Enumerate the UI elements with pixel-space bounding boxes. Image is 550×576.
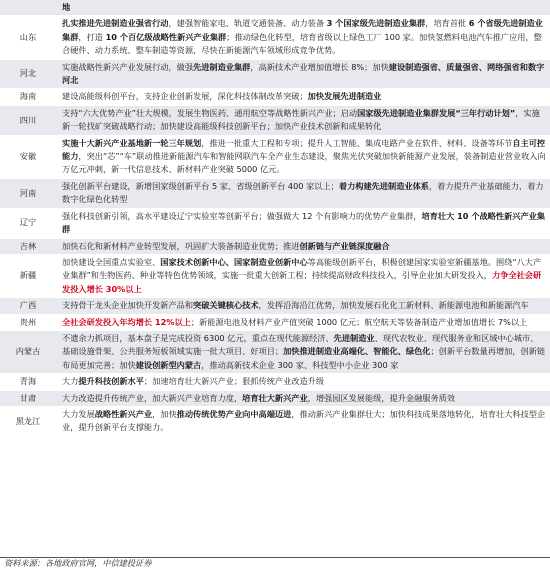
source-note: 资料来源：各地政府官网，中信建投证券 (4, 558, 152, 568)
policy-cell (56, 59, 550, 89)
table-row (0, 314, 550, 330)
table-row (0, 238, 550, 254)
policy-text: ，培育首批 (425, 18, 469, 29)
policy-text: 支持骨干龙头企业加快开发新产品和 (62, 300, 194, 311)
bold-text: 推动传统优势产业向中高端迈进 (176, 408, 292, 419)
region-cell: 青海 (0, 374, 56, 390)
highlight-text: 全社会研发投入年均增长 12%以上 (62, 316, 191, 327)
table-row (0, 374, 550, 390)
policy-cell (56, 178, 550, 208)
region-cell: 黑龙江 (0, 406, 56, 436)
region-cell: 新疆 (0, 254, 56, 297)
table-row (0, 406, 550, 436)
table-row (0, 135, 550, 178)
table-row (0, 0, 550, 16)
bold-text: 地 (62, 2, 71, 12)
bold-text: 创新链与产业链深度融合 (299, 240, 390, 251)
bold-text: 加快发展先进制造业 (307, 91, 382, 102)
bold-text: 培育壮大新兴产业 (242, 392, 308, 403)
policy-cell (56, 298, 550, 314)
policy-cell (56, 16, 550, 59)
table-row (0, 330, 550, 373)
region-cell: 广西 (0, 298, 56, 314)
bold-text: 着力构建先进制造业体系 (338, 180, 429, 191)
bold-text: 培育壮大 10 个战略性新兴产业集群 (62, 210, 546, 235)
policy-text: 加快建设全国重点实验室、 (62, 256, 161, 267)
region-cell (0, 0, 56, 16)
bold-text: 战略性新兴产业 (94, 408, 153, 419)
bold-text: 10 个百亿级战略性新兴产业集群 (105, 31, 227, 42)
policy-cell (56, 390, 550, 406)
bold-text: 扎实推进先进制造业强省行动 (62, 18, 169, 29)
bold-text: 建设创新型内蒙古 (135, 359, 202, 370)
policy-cell (56, 406, 550, 436)
bold-text: 国家技术创新中心、国家制造业创新中心 (160, 256, 308, 267)
policy-text: 大力 (62, 376, 79, 387)
policy-text: ，加快 (152, 408, 177, 419)
policy-text: ，建强智能家电、轨道交通装备、动力装备 (168, 18, 327, 29)
policy-text: 等高能级创新平台，积极创建国家实验室新疆基地。围绕“八大产业集群”和生物医药、种业等特色优势领域，实施一批重大创新工程；持续提高财政科技投入，引导企业加大研发投入， (62, 256, 542, 281)
policy-cell (56, 89, 550, 105)
policy-text: ，实施新一轮找矿突破战略行动；加快建设高能级科技创新平台；加快产业技术创新和成果转化 (62, 107, 540, 132)
policy-text: ，高新技术产业增加值增长 8%；加快 (250, 61, 389, 72)
policy-text: ，打造 (78, 31, 106, 42)
region-cell: 辽宁 (0, 208, 56, 238)
policy-text: 加快石化和新材料产业转型发展，巩固扩大装备制造业优势；推进 (62, 240, 300, 251)
region-cell: 四川 (0, 105, 56, 135)
policy-text: ；新能源电池及材料产业产值突破 1000 亿元；航空航天等装备制造产业增加值增长 7%以上 (190, 316, 528, 327)
policy-text: 强化科技创新引领，高水平建设辽宁实验室等创新平台；做强做大 12 个有影响力的优势产业集群， (62, 210, 422, 221)
policy-text: 强化创新平台建设，新增国家级创新平台 5 家、省级创新平台 400 家以上； (62, 180, 339, 191)
bold-text: 国家级先进制造业集群发展“三年行动计划” (357, 107, 516, 118)
highlight-text: 力争全社会研发投入增长 30%以上 (62, 270, 542, 294)
region-cell: 贵州 (0, 314, 56, 330)
bold-text: 加快推进制造业高端化、智能化、绿色化 (283, 346, 431, 357)
bold-text: 6 个省级先进制造业集群 (62, 18, 543, 42)
policy-text: ；加速培育壮大新兴产业；狠抓传统产业改造升级 (143, 376, 325, 387)
region-cell: 河南 (0, 178, 56, 208)
policy-text: 不遗余力抓项目，基本盘子是完成投资 6300 亿元，重点在现代能源经济、 (62, 332, 334, 343)
policy-text: 、现代农牧业、现代服务业和区域中心城市、基础设施骨架、公共服务短板领域实施一批大项目、好项目； (62, 332, 539, 357)
table-row (0, 89, 550, 105)
table-row (0, 178, 550, 208)
policy-text: 建设高能级科创平台，支持企业创新发展，深化科技体制改革突破； (62, 91, 308, 102)
region-cell: 河北 (0, 59, 56, 89)
bold-text: 3 个国家级先进制造业集群 (326, 18, 426, 29)
policy-cell (56, 330, 550, 373)
policy-cell (56, 374, 550, 390)
policy-cell (56, 208, 550, 238)
bold-text: 实施十大新兴产业基地新一轮三年规划 (62, 137, 202, 148)
policy-cell (56, 314, 550, 330)
region-cell: 甘肃 (0, 390, 56, 406)
policy-text: ，增强园区发展能级，提升金融服务质效 (307, 392, 456, 403)
table-row (0, 105, 550, 135)
policy-text: ；创新平台数量再增加，创新链布局更加完善；加快 (62, 346, 546, 370)
policy-cell (56, 0, 550, 16)
policy-text: ；推动绿色化转型，培育省级以上绿色工厂 100 家。加快氢燃料电池汽车推广应用，整合硬件、动力系统、整车制造等资源，尽快在新能源汽车领域形成竞争优势。 (62, 31, 542, 56)
region-cell: 吉林 (0, 238, 56, 254)
bold-text: 突破关键核心技术 (193, 300, 259, 311)
policy-text: ，突出“芯”“车”联动推进新能源汽车和智能网联汽车全产业生态建设，聚焦光伏突破加快新能源产业发展，装备制造业营业收入向万亿元冲刺，新一代信息技术、新材料产业突破 5000 亿元。 (62, 151, 546, 175)
region-cell: 海南 (0, 89, 56, 105)
policy-text: 大力改造提升传统产业，加大新兴产业培育力度， (62, 392, 243, 403)
bold-text: 先进制造业集群 (193, 61, 251, 72)
policy-text: 大力发展 (62, 408, 95, 419)
bold-text: 自主可控能力 (62, 137, 546, 162)
policy-cell (56, 238, 550, 254)
table-row (0, 254, 550, 297)
policy-cell (56, 135, 550, 178)
region-cell: 安徽 (0, 135, 56, 178)
policy-text: ，着力提升产业基础能力，着力数字化绿色化转型 (62, 180, 544, 205)
region-cell: 山东 (0, 16, 56, 59)
bold-text: 建设制造强省、质量强省、网络强省和数字河北 (62, 61, 545, 86)
policy-text: 实施战略性新兴产业发展行动，做强 (62, 61, 194, 72)
table-row (0, 59, 550, 89)
policy-text: ，推进一批重大工程和专项；提升人工智能、集成电路产业在软件、材料、设备等环节 (201, 137, 513, 148)
policy-cell (56, 254, 550, 297)
policy-text: ，推动新兴产业集群壮大；加快科技成果落地转化，培育壮大科技型企业，提升创新平台支撑能力。 (62, 408, 546, 433)
table-row (0, 390, 550, 406)
policy-text: ，推动高新技术企业 300 家、科技型中小企业 300 家 (201, 359, 399, 370)
policy-text: ，发挥沿海沿江优势，加快发展石化化工新材料、新能源电池和新能源汽车 (258, 300, 529, 311)
table-row (0, 208, 550, 238)
policy-cell (56, 105, 550, 135)
policy-text: 支持“六大优势产业”壮大规模，发展生物医药、通用航空等战略性新兴产业；启动 (62, 107, 358, 118)
table-row (0, 16, 550, 59)
table-row (0, 298, 550, 314)
bold-text: 提升科技创新水平 (78, 376, 144, 387)
region-cell: 内蒙古 (0, 330, 56, 373)
bold-text: 先进制造业 (333, 332, 375, 343)
